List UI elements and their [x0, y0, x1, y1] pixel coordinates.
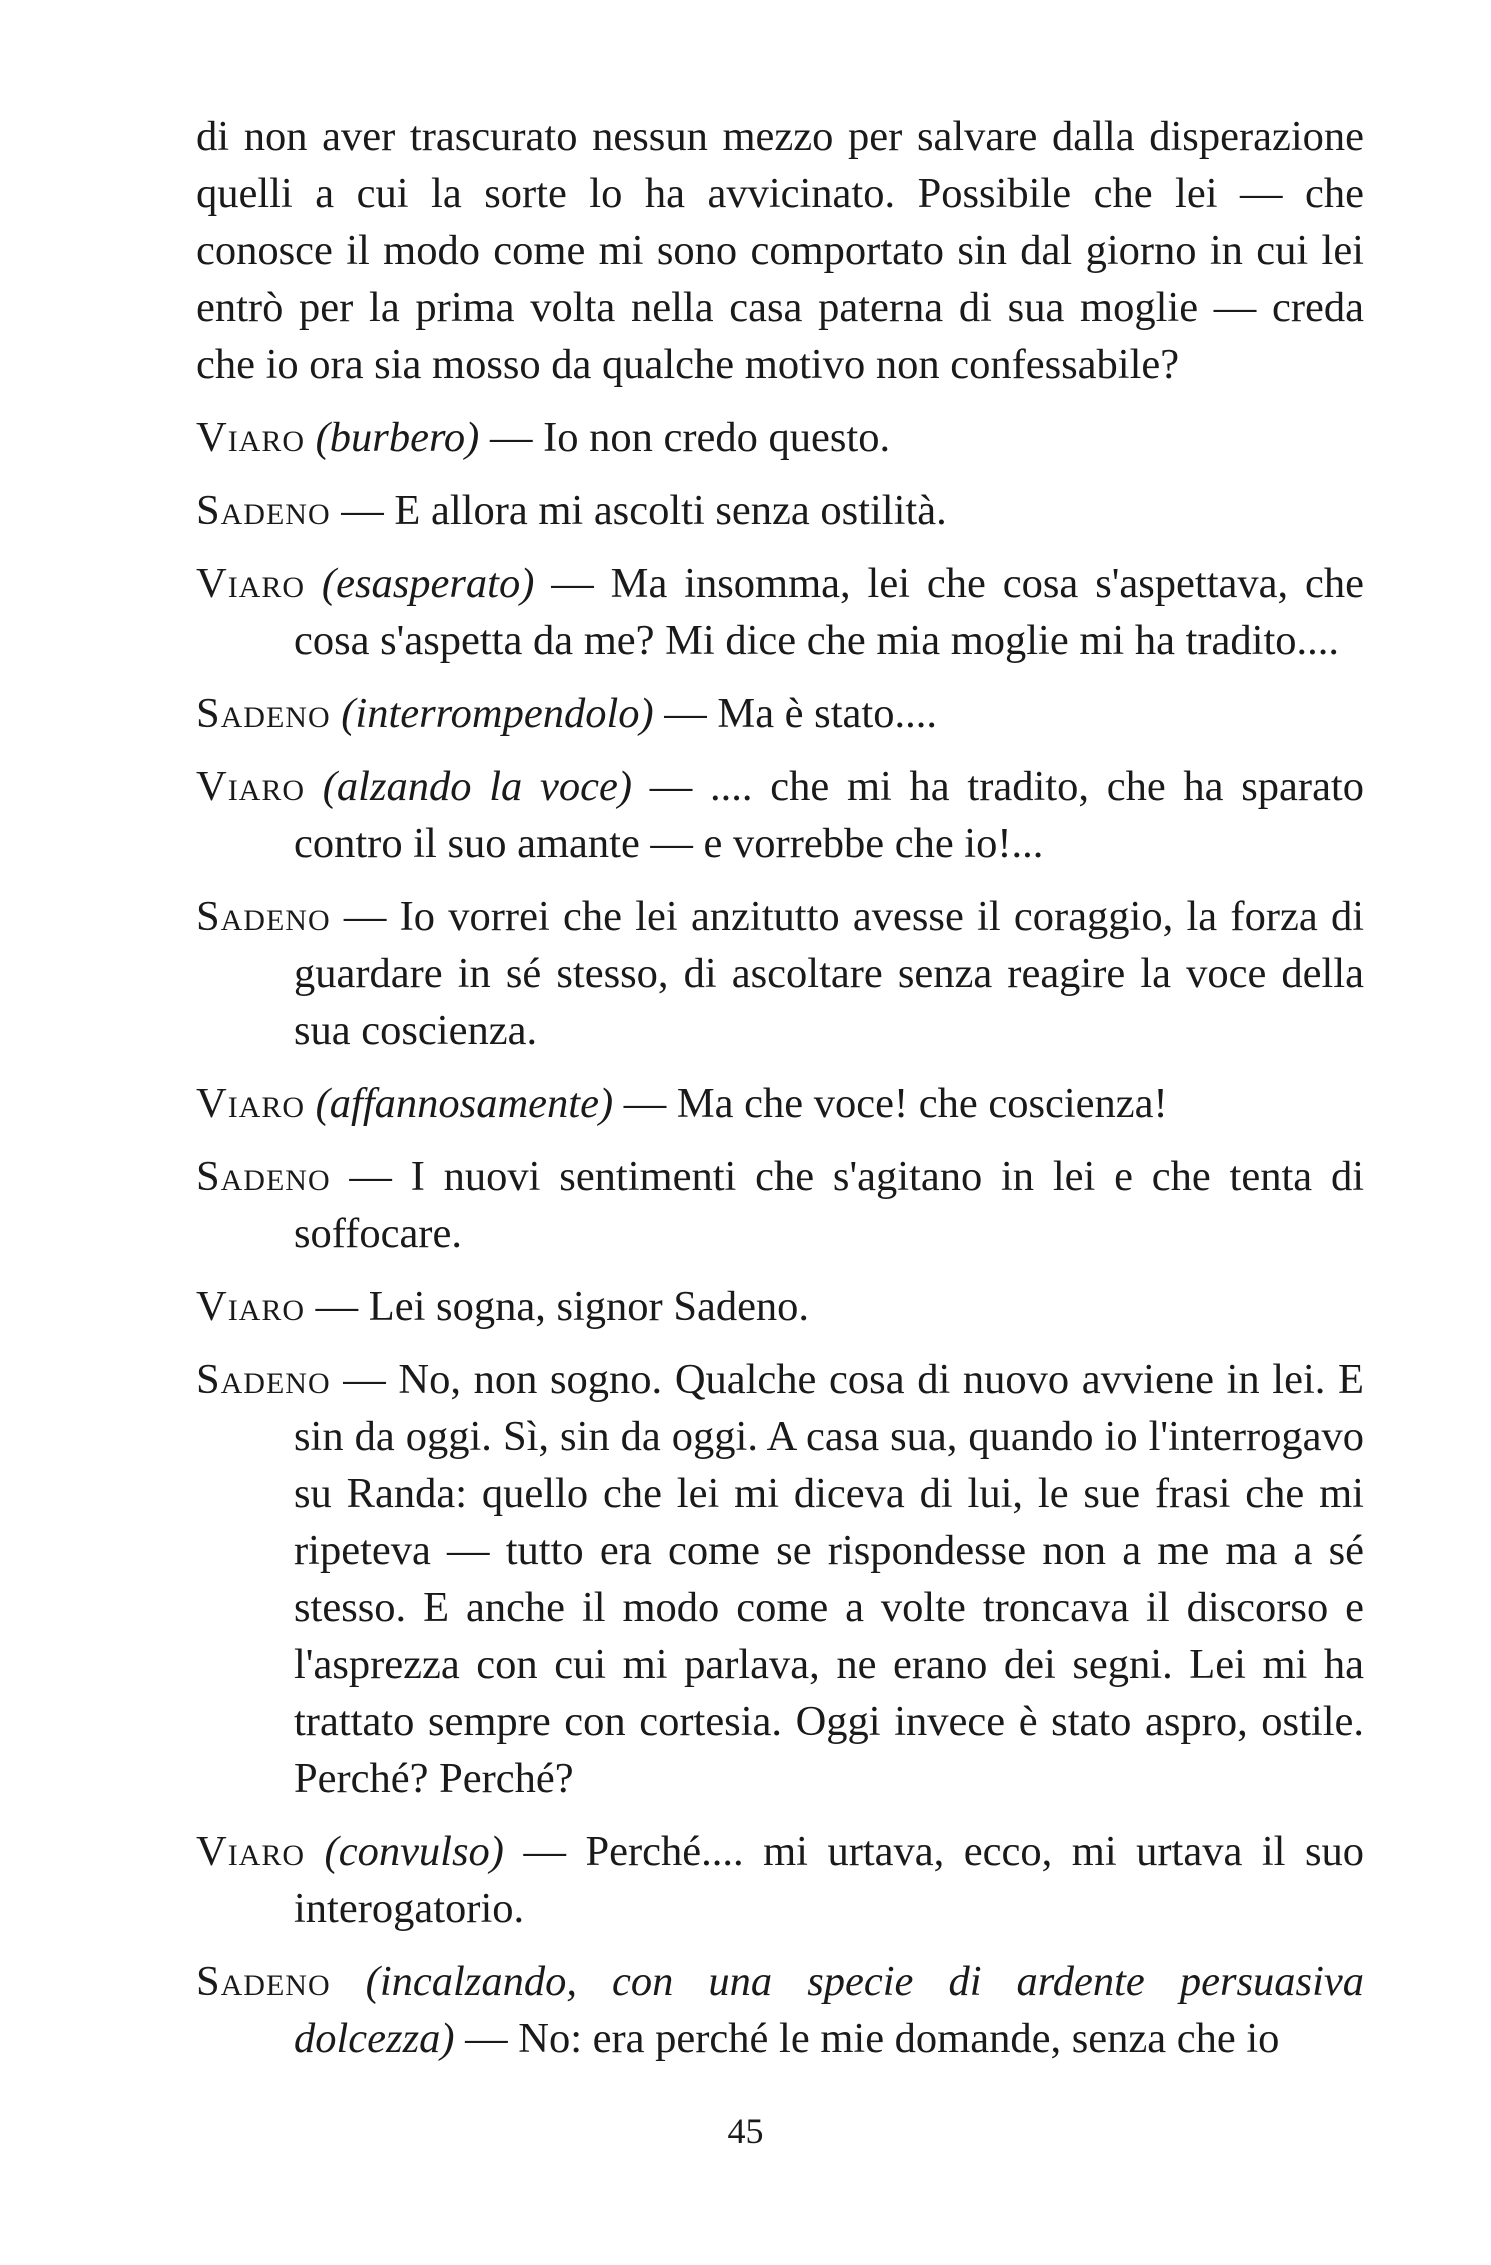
speaker-name: Sadeno — [196, 1153, 331, 1200]
stage-direction: (interrompendolo) — [341, 690, 654, 737]
speaker-name: Viaro — [196, 763, 306, 810]
speech-sadeno — [196, 888, 1364, 1059]
speaker-name: Viaro — [196, 1080, 306, 1127]
page-number: 45 — [727, 2111, 764, 2151]
speaker-name: Viaro — [196, 1283, 306, 1330]
speech-sadeno — [196, 685, 1364, 742]
speaker-name: Sadeno — [196, 1958, 331, 2005]
stage-direction: (convulso) — [324, 1828, 504, 1875]
speaker-name: Sadeno — [196, 893, 331, 940]
speech-text: — Ma è stato.... — [653, 690, 937, 737]
speech-text: — Ma insomma, lei che cosa s'aspettava, che cosa s'aspetta da me? Mi dice che mia moglie mi ha tradito.... — [294, 560, 1364, 664]
speech-text: — No: era perché le mie domande, senza che io — [454, 2015, 1280, 2062]
speech-text: — Io vorrei che lei anzitutto avesse il coraggio, la forza di guardare in sé stesso, di ascoltare senza reagire la voce della sua coscienza. — [294, 893, 1364, 1054]
stage-direction: (burbero) — [315, 414, 480, 461]
stage-direction: (affannosamente) — [315, 1080, 614, 1127]
speech-sadeno — [196, 482, 1364, 539]
speech-viaro — [196, 758, 1364, 872]
speech-text: — Perché.... mi urtava, ecco, mi urtava il suo interogatorio. — [294, 1828, 1365, 1932]
speech-sadeno — [196, 1351, 1364, 1807]
speaker-name: Viaro — [196, 414, 306, 461]
stage-direction: (alzando la voce) — [322, 763, 633, 810]
speech-text: — Io non credo questo. — [479, 414, 891, 461]
page-text — [196, 108, 1364, 2083]
speech-text: — Lei sogna, signor Sadeno. — [305, 1283, 810, 1330]
speech-text: — .... che mi ha tradito, che ha sparato contro il suo amante — e vorrebbe che io!... — [294, 763, 1364, 867]
speaker-name: Sadeno — [196, 690, 331, 737]
speech-sadeno — [196, 1953, 1364, 2067]
speech-text: — E allora mi ascolti senza ostilità. — [330, 487, 947, 534]
speech-text: — Ma che voce! che coscienza! — [613, 1080, 1168, 1127]
speech-text: — No, non sogno. Qualche cosa di nuovo avviene in lei. E sin da oggi. Sì, sin da oggi. A casa sua, quando io l'interrogavo su Randa: quello che lei mi diceva di lui, le sue frasi che mi ripeteva — tutto era come se rispondesse non a me ma a sé stesso. E anche il modo come a volte troncava il discorso e l'asprezza con cui mi parlava, ne erano dei segni. Lei mi ha trattato sempre con cortesia. Oggi invece è stato aspro, ostile. Perché? Perché? — [294, 1356, 1364, 1802]
speech-sadeno — [196, 1148, 1364, 1262]
speaker-name: Sadeno — [196, 1356, 331, 1403]
paragraph-continuation: di non aver trascurato nessun mezzo per salvare dalla disperazione quelli a cui la sorte lo ha avvicinato. Possibile che lei — che conosce il modo come mi sono comportato sin dal giorno in cui lei entrò per la prima volta nella casa paterna di sua moglie — creda che io ora sia mosso da qualche motivo non confessabile? — [196, 113, 1364, 388]
speaker-name: Viaro — [196, 560, 306, 607]
speaker-name: Viaro — [196, 1828, 306, 1875]
speech-viaro — [196, 1278, 1364, 1335]
speech-viaro — [196, 1823, 1364, 1937]
speech-viaro — [196, 1075, 1364, 1132]
speech-viaro — [196, 409, 1364, 466]
speech-text: — I nuovi sentimenti che s'agitano in lei e che tenta di soffocare. — [294, 1153, 1364, 1257]
stage-direction: (incalzando, con una specie di ardente persuasiva dolcezza) — [294, 1958, 1364, 2062]
speech-viaro — [196, 555, 1364, 669]
speaker-name: Sadeno — [196, 487, 331, 534]
stage-direction: (esasperato) — [321, 560, 535, 607]
